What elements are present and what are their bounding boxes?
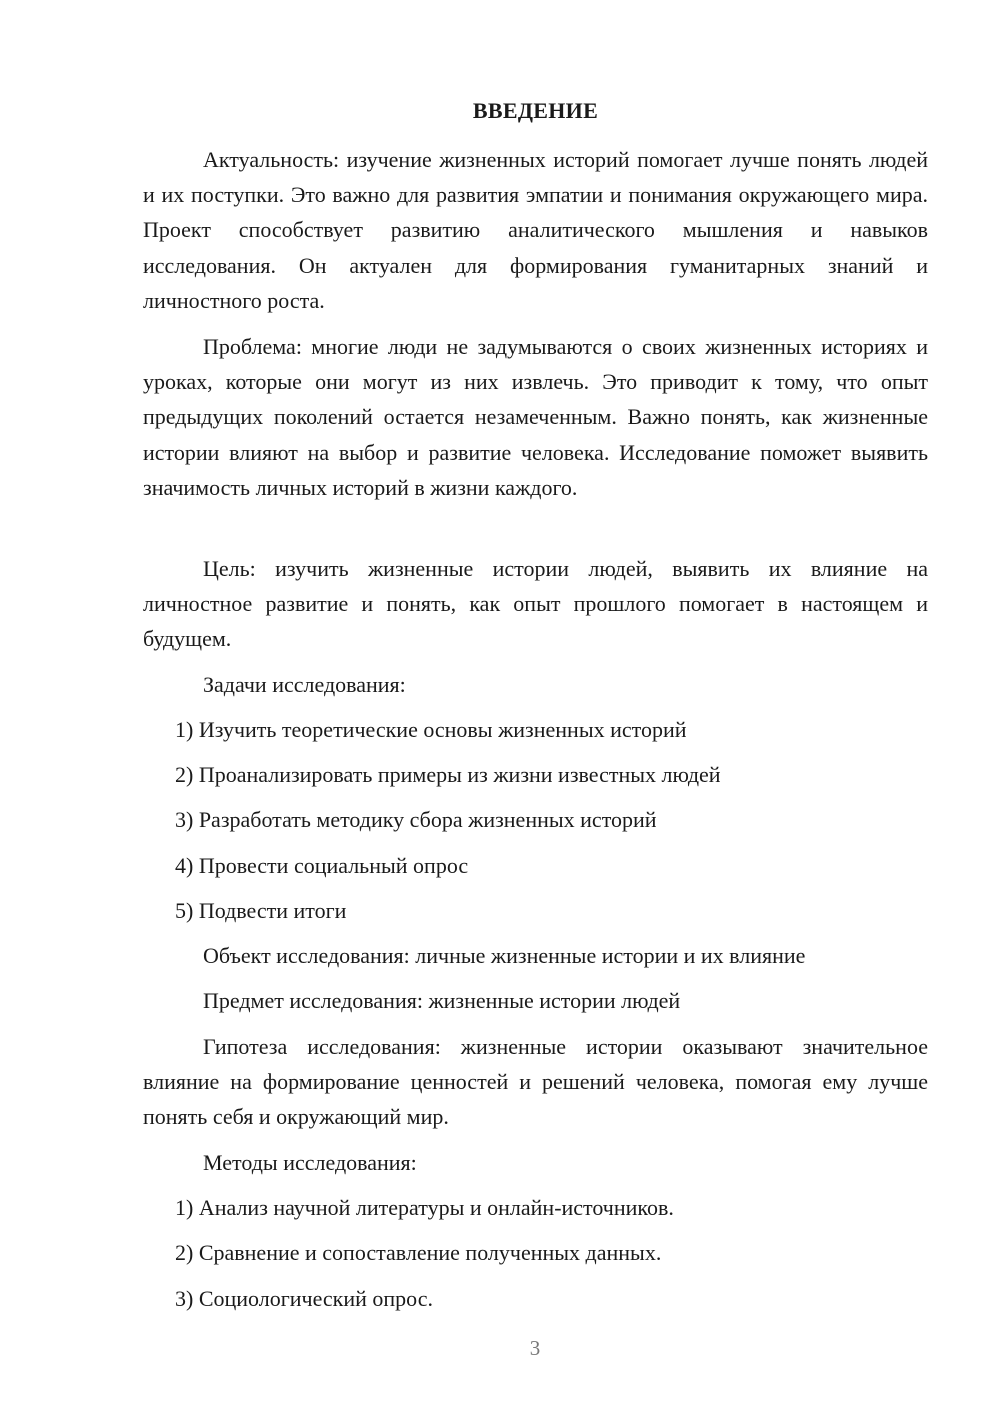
research-object: Объект исследования: личные жизненные истории и их влияние xyxy=(203,943,806,968)
problem-paragraph: Проблема: многие люди не задумываются о своих жизненных историях и уроках, которые они могут из них извлечь. Это приводит к тому, что опыт предыдущих поколений остается незамеченным. Важно понять, как жизненные истории влияют на выбор и развитие человека. Исследование поможет выявить значимость личных историй в жизни каждого. xyxy=(143,334,928,500)
hypothesis-paragraph: Гипотеза исследования: жизненные истории оказывают значительное влияние на формирование ценностей и решений человека, помогая ему лучше понять себя и окружающий мир. xyxy=(143,1034,928,1130)
task-item: 5) Подвести итоги xyxy=(175,898,347,923)
method-item: 3) Социологический опрос. xyxy=(175,1286,433,1311)
method-item: 2) Сравнение и сопоставление полученных данных. xyxy=(175,1240,662,1265)
research-subject: Предмет исследования: жизненные истории людей xyxy=(203,988,681,1013)
page-title: ВВЕДЕНИЕ xyxy=(472,98,599,123)
task-item: 4) Провести социальный опрос xyxy=(175,853,469,878)
task-item: 2) Проанализировать примеры из жизни известных людей xyxy=(175,762,721,787)
method-item: 1) Анализ научной литературы и онлайн-источников. xyxy=(175,1195,674,1220)
task-item: 3) Разработать методику сбора жизненных историй xyxy=(175,807,657,832)
relevance-paragraph: Актуальность: изучение жизненных историй помогает лучше понять людей и их поступки. Это важно для развития эмпатии и понимания окружающего мира. Проект способствует развитию аналитического мышления и навыков исследования. Он актуален для формирования гуманитарных знаний и личностного роста. xyxy=(143,147,928,313)
methods-heading: Методы исследования: xyxy=(203,1150,417,1175)
page-number: 3 xyxy=(529,1336,541,1360)
goal-paragraph: Цель: изучить жизненные истории людей, выявить их влияние на личностное развитие и понять, как опыт прошлого помогает в настоящем и будущем. xyxy=(143,556,928,652)
tasks-heading: Задачи исследования: xyxy=(203,672,406,697)
task-item: 1) Изучить теоретические основы жизненных историй xyxy=(175,717,687,742)
